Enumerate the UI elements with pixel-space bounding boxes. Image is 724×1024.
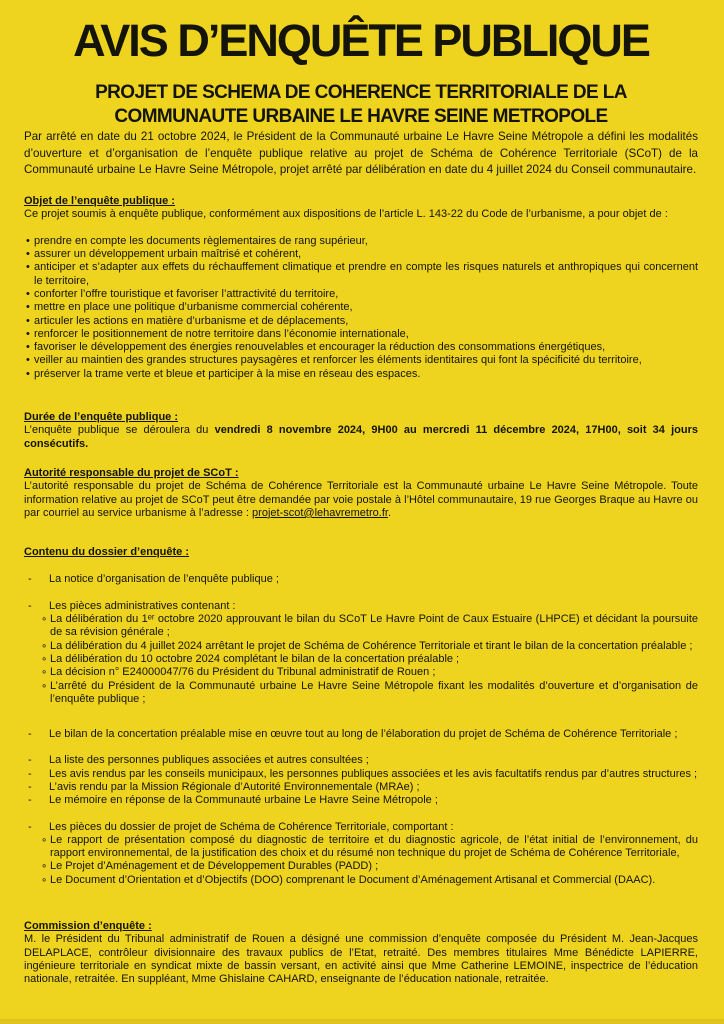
contenu-subitem — [24, 860, 698, 873]
bullet-icon: • — [26, 327, 30, 340]
objet-bullet-list — [24, 235, 698, 381]
objet-body: Ce projet soumis à enquête publique, conformément aux dispositions de l’article L. 143-22 du Code de l’urbanisme, a pour objet de : — [24, 208, 668, 221]
page-bottom-edge — [0, 1019, 724, 1024]
contenu-item-pieces-admin — [24, 600, 698, 613]
contenu-item-text: Le mémoire en réponse de la Communauté urbaine Le Havre Seine Métropole ; — [49, 794, 438, 807]
contenu-item-liste — [24, 754, 698, 767]
objet-bullet — [24, 368, 698, 381]
duree-prefix: L’enquête publique se déroulera du — [24, 424, 215, 437]
bullet-icon: • — [26, 261, 30, 274]
bullet-icon: • — [26, 354, 30, 367]
contenu-subitem — [24, 613, 698, 640]
section-heading-commission: Commission d’enquête : — [24, 920, 152, 933]
objet-bullet — [24, 235, 698, 248]
objet-bullet-text: veiller au maintien des grandes structures paysagères et renforcer les éléments identitaires qui font la spécificité du territoire, — [34, 354, 642, 367]
bullet-icon: • — [26, 248, 30, 261]
duree-dates: vendredi 8 novembre 2024, 9H00 au mercredi 11 décembre 2024, 17H00, soit 34 jours consécutifs. — [24, 424, 699, 450]
dash-icon: - — [28, 728, 32, 741]
contenu-subitem-text: Le rapport de présentation composé du diagnostic de territoire et du diagnostic agricole, de l’état initial de l’environnement, du rapport environnemental, de la justification des choix et du résumé non technique du projet de Schéma de Cohérence Territoriale, — [50, 833, 698, 860]
email-link[interactable]: projet-scot@lehavremetro.fr — [252, 506, 388, 519]
objet-bullet — [24, 354, 698, 367]
section-heading-objet: Objet de l’enquête publique : — [24, 195, 175, 208]
contenu-subitem — [24, 874, 698, 887]
duree-body — [24, 424, 698, 451]
bullet-icon: • — [26, 287, 30, 300]
circle-icon: ∘ — [41, 834, 48, 846]
objet-bullet-text: préserver la trame verte et bleue et participer à la mise en réseau des espaces. — [34, 367, 421, 380]
contenu-subitem-text: Le Document d’Orientation et d’Objectifs (DOO) comprenant le Document d’Aménagement Artisanal et Commercial (DAAC). — [50, 873, 656, 886]
objet-bullet-text: anticiper et s’adapter aux effets du réchauffement climatique et prendre en compte les risques naturels et anthropiques qui concernent le territoire, — [34, 261, 698, 287]
circle-icon: ∘ — [41, 861, 48, 873]
autorite-body — [24, 480, 698, 520]
section-heading-autorite: Autorité responsable du projet de SCoT : — [24, 466, 239, 479]
contenu-item-avis-rendus — [24, 768, 698, 781]
dash-icon: - — [28, 599, 32, 612]
objet-bullet-text: articuler les actions en matière d’urbanisme et de déplacements, — [34, 314, 349, 327]
contenu-item-text: La liste des personnes publiques associées et autres consultées ; — [49, 754, 369, 767]
contenu-item-notice — [24, 573, 698, 586]
bullet-icon: • — [26, 367, 30, 380]
objet-bullet-text: favoriser le développement des énergies renouvelables et encourager la réduction des consommations énergétiques, — [34, 341, 606, 354]
objet-bullet — [24, 315, 698, 328]
page-subtitle — [24, 81, 698, 129]
circle-icon: ∘ — [41, 874, 48, 886]
subtitle-line-2: COMMUNAUTE URBAINE LE HAVRE SEINE METROPOLE — [114, 105, 608, 127]
circle-icon: ∘ — [41, 667, 48, 679]
circle-icon: ∘ — [41, 614, 48, 626]
bullet-icon: • — [26, 314, 30, 327]
intro-paragraph: Par arrêté en date du 21 octobre 2024, le Président de la Communauté urbaine Le Havre Seine Métropole a défini les modalités d’ouverture et d’organisation de l’enquête publique relative au projet de Schéma de Cohérence Territoriale (SCoT) de la Communauté urbaine Le Havre Seine Métropole, projet arrêté par délibération en date du 4 juillet 2024 du Conseil communautaire. — [24, 129, 698, 177]
bullet-icon: • — [26, 234, 30, 247]
contenu-item-text: L’avis rendu par la Mission Régionale d’Autorité Environnementale (MRAe) ; — [49, 780, 420, 793]
contenu-subitem — [24, 680, 698, 707]
objet-bullet-text: assurer un développement urbain maîtrisé et cohérent, — [34, 248, 302, 261]
section-heading-contenu: Contenu du dossier d’enquête : — [24, 546, 190, 559]
contenu-subitem-text: La décision n° E24000047/76 du Président du Tribunal administratif de Rouen ; — [50, 666, 436, 679]
contenu-subitem — [24, 666, 698, 679]
contenu-subitem-text: La délibération du 1ᵉʳ octobre 2020 approuvant le bilan du SCoT Le Havre Point de Caux Estuaire (LHPCE) et décidant la poursuite de sa révision générale ; — [50, 613, 698, 639]
objet-bullet — [24, 261, 698, 288]
contenu-subitem — [24, 653, 698, 666]
contenu-item-text: Le bilan de la concertation préalable mise en œuvre tout au long de l’élaboration du projet de Schéma de Cohérence Territoriale ; — [49, 728, 678, 741]
circle-icon: ∘ — [41, 680, 48, 692]
dash-icon: - — [28, 767, 32, 780]
objet-bullet-text: renforcer le positionnement de notre territoire dans l’économie internationale, — [34, 327, 409, 340]
contenu-item-memoire — [24, 794, 698, 807]
section-heading-duree: Durée de l’enquête publique : — [24, 411, 179, 424]
autorite-text: L’autorité responsable du projet de Schéma de Cohérence Territoriale est la Communauté urbaine Le Havre Seine Métropole. Toute information relative au projet de SCoT peut être demandée par voie postale à l’Hôtel communautaire, 19 rue Georges Braque au Havre ou par courriel au service urbanisme à l’adresse : — [24, 480, 698, 519]
contenu-item-avis-mrae — [24, 781, 698, 794]
dash-icon: - — [28, 754, 32, 767]
objet-bullet-text: conforter l’offre touristique et favoriser l’attractivité du territoire, — [34, 287, 339, 300]
dash-icon: - — [28, 780, 32, 793]
contenu-list — [24, 573, 698, 887]
objet-bullet — [24, 341, 698, 354]
contenu-subitem-text: L’arrêté du Président de la Communauté urbaine Le Havre Seine Métropole fixant les modalités d’ouverture et d’organisation de l’enquête publique ; — [50, 679, 698, 705]
contenu-subitem — [24, 640, 698, 653]
page-title: AVIS D’ENQUÊTE PUBLIQUE — [73, 15, 649, 66]
contenu-item-text: Les pièces administratives contenant : — [49, 599, 236, 612]
objet-bullet-text: prendre en compte les documents règlementaires de rang supérieur, — [34, 234, 368, 247]
objet-bullet — [24, 248, 698, 261]
circle-icon: ∘ — [41, 653, 48, 665]
contenu-item-pieces-dossier — [24, 821, 698, 834]
dash-icon: - — [28, 820, 32, 833]
contenu-subitem-text: Le Projet d’Aménagement et de Développement Durables (PADD) ; — [50, 860, 379, 873]
contenu-item-bilan — [24, 728, 698, 741]
contenu-item-text: La notice d’organisation de l’enquête publique ; — [49, 573, 279, 586]
subtitle-line-1: PROJET DE SCHEMA DE COHERENCE TERRITORIALE DE LA — [95, 81, 627, 103]
contenu-subitem-text: La délibération du 4 juillet 2024 arrêtant le projet de Schéma de Cohérence Territoriale et tirant le bilan de la concertation préalable ; — [50, 639, 693, 652]
dash-icon: - — [28, 794, 32, 807]
circle-icon: ∘ — [41, 640, 48, 652]
contenu-item-text: Les avis rendus par les conseils municipaux, les personnes publiques associées et les avis facultatifs rendus par d’autres structures ; — [49, 767, 698, 780]
objet-bullet-text: mettre en place une politique d’urbanisme commercial cohérente, — [34, 301, 353, 314]
autorite-text-end: . — [387, 506, 391, 519]
objet-bullet — [24, 301, 698, 314]
dash-icon: - — [28, 573, 32, 586]
bullet-icon: • — [26, 301, 30, 314]
commission-body: M. le Président du Tribunal administratif de Rouen a désigné une commission d’enquête composée du Président M. Jean-Jacques DELAPLACE, contrôleur divisionnaire des travaux publics de l’Etat, retraité. Des membres titulaires Mme Bénédicte LAPIERRE, ingénieure territoriale en syndicat mixte de bassin versant, en activité ainsi que Mme Catherine LEMOINE, inspectrice de l’éducation nationale, retraitée. En suppléant, Mme Ghislaine CAHARD, enseignante de l’éducation nationale, retraitée. — [24, 933, 698, 986]
contenu-subitem — [24, 834, 698, 861]
objet-bullet — [24, 328, 698, 341]
bullet-icon: • — [26, 341, 30, 354]
contenu-item-text: Les pièces du dossier de projet de Schéma de Cohérence Territoriale, comportant : — [49, 820, 454, 833]
contenu-subitem-text: La délibération du 10 octobre 2024 complétant le bilan de la concertation préalable ; — [50, 652, 460, 665]
objet-bullet — [24, 288, 698, 301]
